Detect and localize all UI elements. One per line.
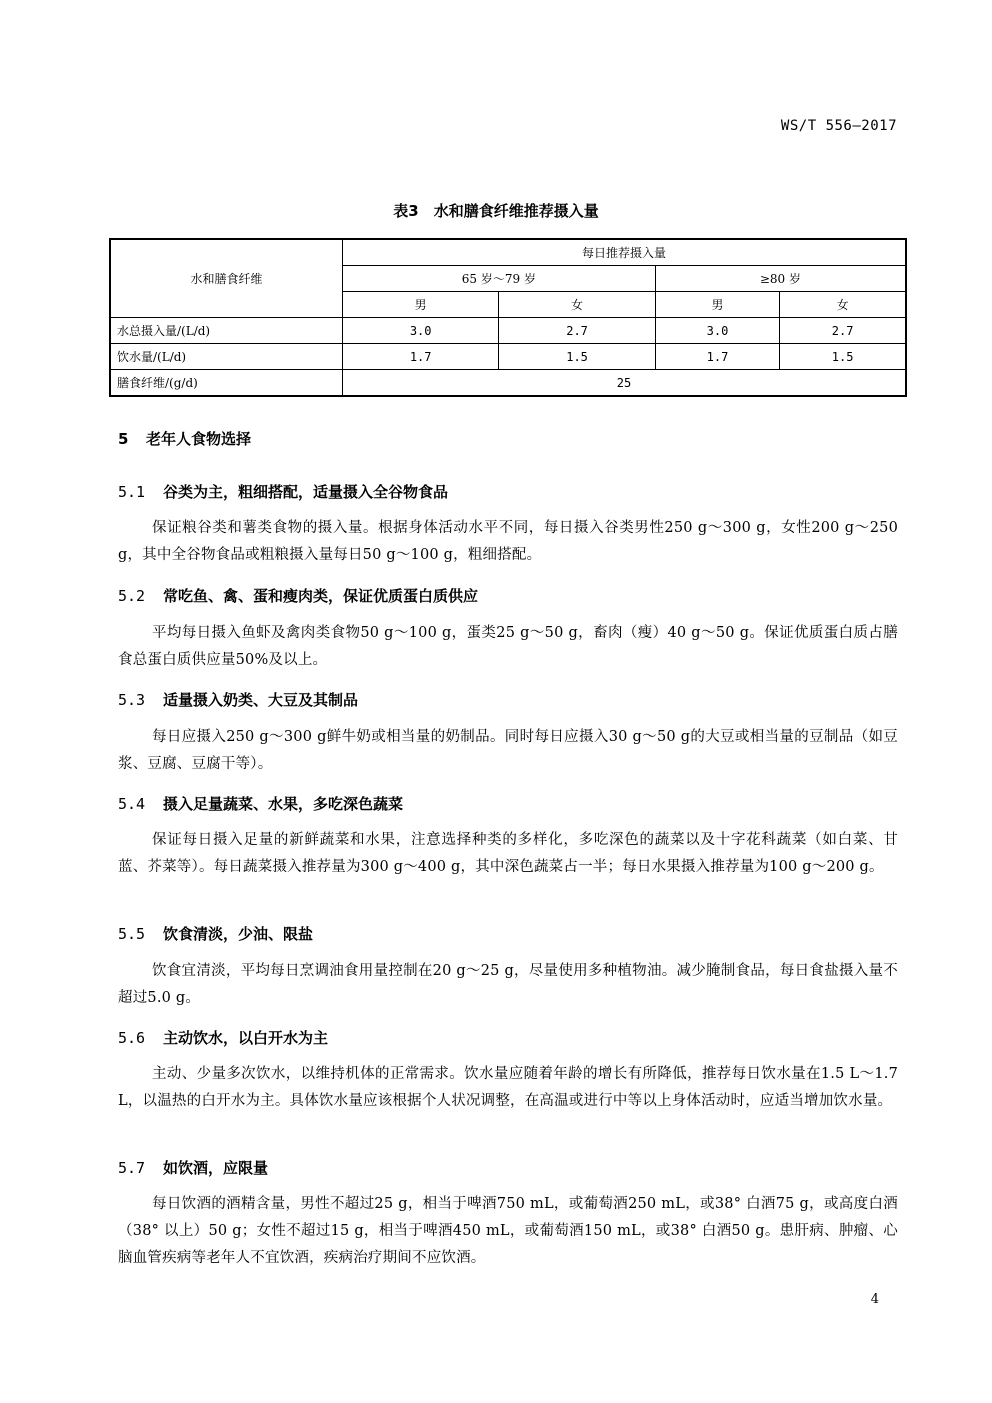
- corner-label: 水和膳食纤维: [110, 239, 343, 318]
- section-heading: [118, 1027, 328, 1048]
- table-cell: 2.7: [780, 318, 906, 344]
- section-paragraph: 主动、少量多次饮水，以维持机体的正常需求。饮水量应随着年龄的增长有所降低，推荐每日饮水量在1.5 L～1.7 L，以温热的白开水为主。具体饮水量应该根据个人状况调整，在高温或进行中等以上身体活动时，应适当增加饮水量。: [118, 1066, 898, 1109]
- section-heading: [118, 689, 358, 710]
- section-paragraph: 保证粮谷类和薯类食物的摄入量。根据身体活动水平不同，每日摄入谷类男性250 g～300 g，女性200 g～250 g，其中全谷物食品或粗粮摄入量每日50 g～100 g，粗细搭配。: [118, 520, 898, 563]
- row-label: 膳食纤维/(g/d): [110, 370, 343, 397]
- table-cell: 1.7: [655, 344, 779, 370]
- intake-table: [109, 238, 907, 397]
- standard-id: WS/T 556—2017: [780, 118, 897, 134]
- section-number: 5.5: [118, 925, 146, 943]
- table-cell: 3.0: [655, 318, 779, 344]
- section-heading: [118, 428, 251, 449]
- table-row: [110, 344, 906, 370]
- page-number: 4: [870, 1292, 879, 1307]
- section-title: 谷类为主，粗细搭配，适量摄入全谷物食品: [163, 483, 449, 501]
- sex-header: 女: [499, 292, 655, 318]
- section-paragraph: 每日饮酒的酒精含量，男性不超过25 g，相当于啤酒750 mL，或葡萄酒250 mL，或38° 白酒75 g，或高度白酒（38° 以上）50 g；女性不超过15 g，相当于啤酒450 mL，或葡萄酒150 mL，或38° 白酒50 g。患肝病、肿瘤、心脑血管疾病等老年人不宜饮酒，疾病治疗期间不应饮酒。: [118, 1196, 898, 1266]
- section-paragraph: 每日应摄入250 g～300 g鲜牛奶或相当量的奶制品。同时每日应摄入30 g～50 g的大豆或相当量的豆制品（如豆浆、豆腐、豆腐干等）。: [118, 729, 898, 772]
- table-cell: 2.7: [499, 318, 655, 344]
- table-caption: 表3 水和膳食纤维推荐摄入量: [393, 202, 599, 220]
- section-title: 适量摄入奶类、大豆及其制品: [163, 691, 359, 709]
- sex-header: 女: [780, 292, 906, 318]
- section-number: 5: [118, 430, 129, 448]
- age-group-header: 65 岁～79 岁: [343, 266, 656, 292]
- section-number: 5.6: [118, 1029, 146, 1047]
- section-title: 常吃鱼、禽、蛋和瘦肉类，保证优质蛋白质供应: [163, 587, 479, 605]
- section-title: 如饮酒，应限量: [163, 1159, 269, 1177]
- table-cell: 25: [343, 370, 907, 397]
- section-title: 老年人食物选择: [146, 430, 252, 448]
- section-heading: [118, 481, 448, 502]
- sex-header: 男: [655, 292, 779, 318]
- table-row: [110, 239, 906, 266]
- section-heading: [118, 585, 478, 606]
- section-number: 5.4: [118, 795, 146, 813]
- section-number: 5.3: [118, 691, 146, 709]
- row-label: 水总摄入量/(L/d): [110, 318, 343, 344]
- section-heading: [118, 923, 313, 944]
- table-cell: 1.5: [780, 344, 906, 370]
- section-paragraph: 保证每日摄入足量的新鲜蔬菜和水果，注意选择种类的多样化，多吃深色的蔬菜以及十字花科蔬菜（如白菜、甘蓝、芥菜等）。每日蔬菜摄入推荐量为300 g～400 g，其中深色蔬菜占一半；每日水果摄入推荐量为100 g～200 g。: [118, 832, 898, 875]
- table-row: [110, 370, 906, 397]
- section-title: 主动饮水，以白开水为主: [163, 1029, 329, 1047]
- section-title: 摄入足量蔬菜、水果，多吃深色蔬菜: [163, 795, 404, 813]
- table-cell: 1.5: [499, 344, 655, 370]
- section-number: 5.2: [118, 587, 146, 605]
- row-label: 饮水量/(L/d): [110, 344, 343, 370]
- section-paragraph: 饮食宜清淡，平均每日烹调油食用量控制在20 g～25 g，尽量使用多种植物油。减少腌制食品，每日食盐摄入量不超过5.0 g。: [118, 963, 898, 1006]
- section-number: 5.1: [118, 483, 146, 501]
- table-cell: 1.7: [343, 344, 499, 370]
- group-header: 每日推荐摄入量: [343, 239, 907, 266]
- section-title: 饮食清淡，少油、限盐: [163, 925, 314, 943]
- section-heading: [118, 1157, 268, 1178]
- table-cell: 3.0: [343, 318, 499, 344]
- section-heading: [118, 793, 403, 814]
- sex-header: 男: [343, 292, 499, 318]
- table-row: [110, 318, 906, 344]
- section-number: 5.7: [118, 1159, 146, 1177]
- age-group-header: ≥80 岁: [655, 266, 906, 292]
- section-paragraph: 平均每日摄入鱼虾及禽肉类食物50 g～100 g，蛋类25 g～50 g，畜肉（瘦）40 g～50 g。保证优质蛋白质占膳食总蛋白质供应量50%及以上。: [118, 625, 898, 668]
